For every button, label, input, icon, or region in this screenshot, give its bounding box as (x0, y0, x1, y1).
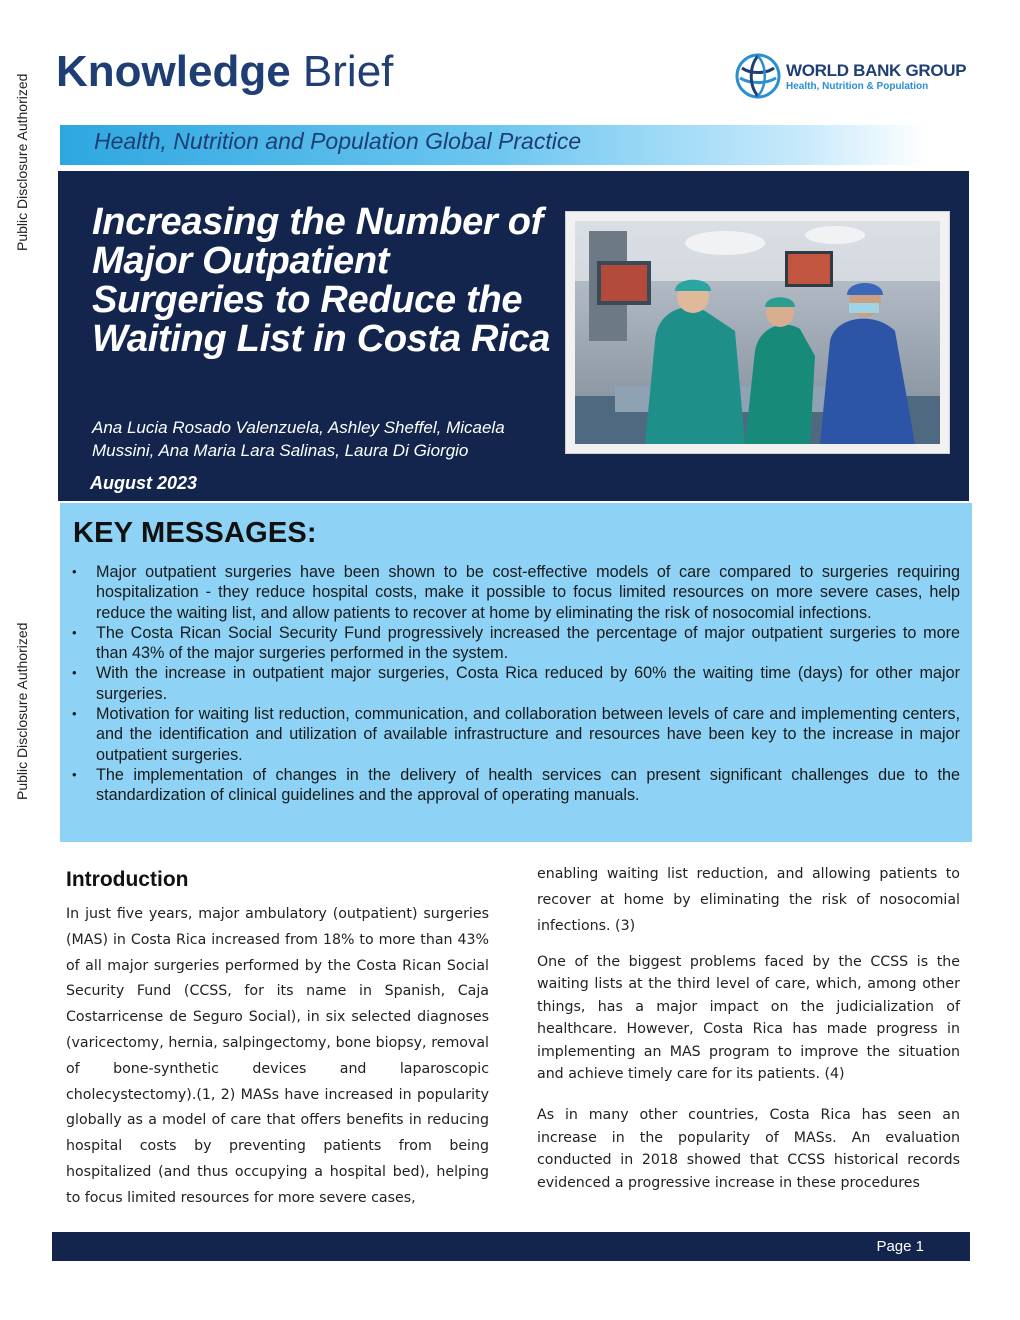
logo-subtitle: Health, Nutrition & Population (786, 81, 929, 92)
key-message-text: Motivation for waiting list reduction, communication, and collaboration between levels of care and implementing centers, and the identification and utilization of available infrastructure and resources have been key to the increase in major outpatient surgeries. (96, 705, 960, 764)
key-message-item (60, 663, 972, 704)
key-message-text: With the increase in outpatient major surgeries, Costa Rica reduced by 60% the waiting time (days) for other major surgeries. (96, 664, 960, 703)
body-paragraph: One of the biggest problems faced by the CCSS is the waiting lists at the third level of care, which, among other things, has a major impact on the judicialization of healthcare. However, Costa Rica has made progress in implementing an MAS program to improve the situation and achieve timely care for its patients. (4) (537, 954, 960, 1083)
practice-banner (60, 125, 928, 165)
key-messages-list (60, 562, 972, 806)
operating-room-image (575, 221, 940, 444)
bullet-dot-icon: • (72, 665, 77, 681)
key-message-item (60, 562, 972, 623)
bullet-dot-icon: • (72, 766, 77, 782)
publication-date: August 2023 (90, 473, 198, 493)
key-message-text: Major outpatient surgeries have been shown to be cost-effective models of care compared to surgeries requiring hospitalization - they reduce hospital costs, make it possible to focus limited resources on more severe cases, help reduce the waiting list, and allow patients to recover at home by eliminating the risk of nosocomial infections. (96, 563, 960, 622)
surgery-photo (565, 211, 950, 454)
introduction-heading: Introduction (66, 868, 189, 891)
key-messages-heading: KEY MESSAGES: (73, 517, 317, 549)
bullet-dot-icon: • (72, 624, 77, 640)
key-message-text: The implementation of changes in the delivery of health services can present significant challenges due to the standardization of clinical guidelines and the approval of operating manuals. (96, 765, 960, 805)
body-column-left (66, 866, 489, 1212)
body-paragraph: As in many other countries, Costa Rica has seen an increase in the popularity of MASs. An evaluation conducted in 2018 showed that CCSS historical records evidenced a progressive increase in these procedures (537, 1107, 960, 1191)
key-messages-box (60, 503, 972, 842)
practice-name: Health, Nutrition and Population Global Practice (94, 128, 582, 154)
publication-title-regular: Brief (302, 47, 394, 96)
key-message-item (60, 704, 972, 765)
world-bank-globe-icon (734, 52, 782, 100)
authors: Ana Lucia Rosado Valenzuela, Ashley Sheffel, Micaela Mussini, Ana Maria Lara Salinas, Laura Di Giorgio (92, 418, 505, 460)
page-number: Page 1 (876, 1238, 924, 1255)
bullet-dot-icon: • (72, 706, 77, 722)
publication-title-bold: Knowledge (56, 47, 291, 96)
body-paragraph: In just five years, major ambulatory (outpatient) surgeries (MAS) in Costa Rica increased from 18% to more than 43% of all major surgeries performed by the Costa Rican Social Security Fund (CCSS, for its name in Spanish, Caja Costarricense de Seguro Social), in six selected diagnoses (varicectomy, hernia, salpingectomy, bone biopsy, removal of bone-synthetic devices and laparoscopic cholecystectomy).(1, 2) MASs have increased in popularity globally as a model of care that offers benefits in reducing hospital costs by preventing patients from being hospitalized (and thus occupying a hospital bed), helping to focus limited resources for more severe cases, (66, 906, 489, 1206)
logo-name: WORLD BANK GROUP (786, 61, 967, 80)
brief-title: Increasing the Number of Major Outpatient Surgeries to Reduce the Waiting List in Costa Rica (92, 201, 551, 360)
publication-title (56, 46, 393, 98)
key-message-item (60, 623, 972, 664)
bullet-dot-icon: • (72, 564, 77, 579)
disclosure-label-bottom: Public Disclosure Authorized (14, 622, 30, 800)
key-message-text: The Costa Rican Social Security Fund progressively increased the percentage of major outpatient surgeries to more than 43% of the major surgeries performed in the system. (96, 623, 960, 663)
key-message-item (60, 765, 972, 806)
body-column-right (537, 861, 960, 1194)
page-footer (52, 1232, 970, 1261)
body-paragraph: enabling waiting list reduction, and allowing patients to recover at home by eliminating the risk of nosocomial infections. (3) (537, 866, 960, 934)
world-bank-logo (734, 52, 984, 104)
disclosure-label-top: Public Disclosure Authorized (14, 73, 30, 251)
